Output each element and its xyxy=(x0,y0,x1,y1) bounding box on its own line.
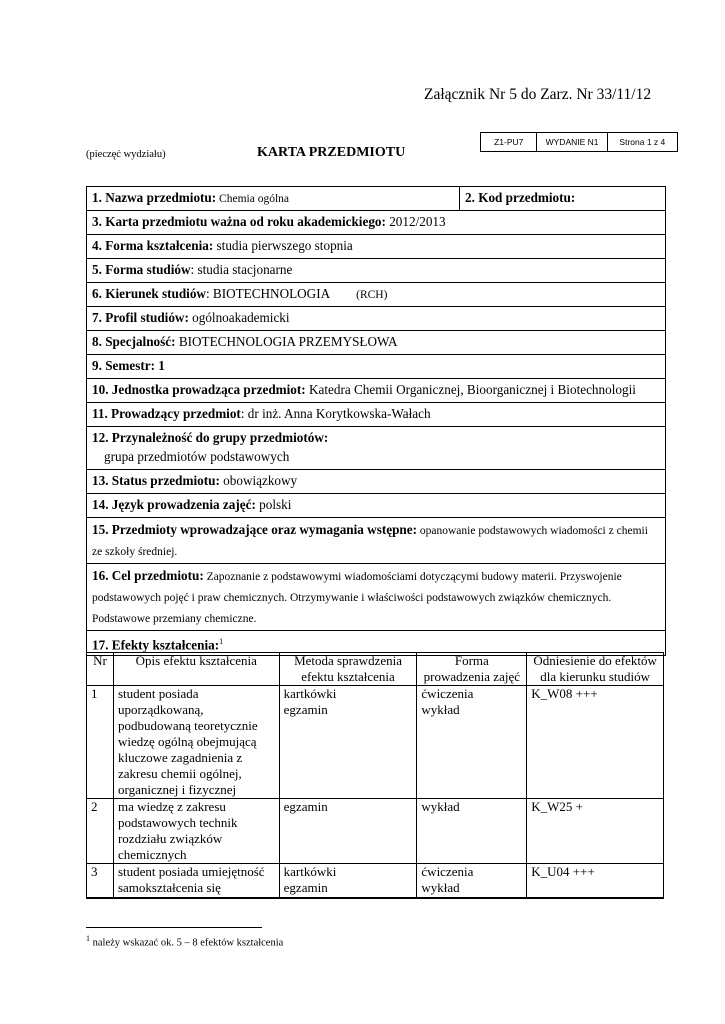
status-label: 13. Status przedmiotu: xyxy=(92,473,220,488)
col-header-nr: Nr xyxy=(87,653,114,686)
prerequisites-label: 15. Przedmioty wprowadzające oraz wymagania wstępne: xyxy=(92,522,417,537)
row-reference: K_W08 +++ xyxy=(527,686,664,799)
page-title: KARTA PRZEDMIOTU xyxy=(257,145,406,160)
language-label: 14. Język prowadzenia zajęć: xyxy=(92,497,256,512)
learning-outcomes-label: 17. Efekty kształcenia: xyxy=(92,637,220,653)
row-language xyxy=(87,494,665,518)
row-semester xyxy=(87,355,665,379)
row-valid-year xyxy=(87,211,665,235)
row-status xyxy=(87,470,665,494)
footnote-ref: 1 xyxy=(219,637,224,646)
row-specialty xyxy=(87,331,665,355)
row-profile xyxy=(87,307,665,331)
col-header-description: Opis efektu kształcenia xyxy=(113,653,279,686)
row-form: wykład xyxy=(417,799,527,864)
profile-label: 7. Profil studiów: xyxy=(92,310,189,325)
table-header-row xyxy=(87,653,664,686)
table-row xyxy=(87,864,664,898)
prerequisites-value: opanowanie podstawowych wiadomości z chemii ze szkoły średniej. xyxy=(92,525,648,558)
row-nr: 3 xyxy=(87,864,114,898)
unit-value: Katedra Chemii Organicznej, Bioorganicznej i Biotechnologii xyxy=(305,382,636,397)
col-header-method: Metoda sprawdzenia efektu kształcenia xyxy=(279,653,417,686)
course-goal-label: 16. Cel przedmiotu: xyxy=(92,568,204,583)
doc-edition: WYDANIE N1 xyxy=(537,133,607,151)
row-study-form xyxy=(87,259,665,283)
status-value: obowiązkowy xyxy=(219,473,298,488)
study-form-label: 5. Forma studiów xyxy=(92,262,191,277)
row-description: student posiada umiejętność samokształcenia się xyxy=(113,864,279,898)
row-method xyxy=(279,686,417,799)
col-header-reference: Odniesienie do efektów dla kierunku studiów xyxy=(527,653,664,686)
table-row xyxy=(87,799,664,864)
specialty-label: 8. Specjalność: xyxy=(92,334,176,349)
semester-label: 9. Semestr: 1 xyxy=(92,358,165,373)
lecturer-value: : dr inż. Anna Korytkowska-Wałach xyxy=(240,406,431,421)
learning-outcomes-table xyxy=(86,652,664,899)
specialty-value: BIOTECHNOLOGIA PRZEMYSŁOWA xyxy=(175,334,398,349)
row-method-text: kartkówki egzamin xyxy=(283,864,343,895)
doc-code: Z1-PU7 xyxy=(481,133,537,151)
row-description: ma wiedzę z zakresu podstawowych technik rozdziału związków chemicznych xyxy=(113,799,279,864)
row-course-goal xyxy=(87,564,665,631)
col-header-form: Forma prowadzenia zajęć xyxy=(417,653,527,686)
valid-year-value: 2012/2013 xyxy=(385,214,446,229)
course-name-label: 1. Nazwa przedmiotu: xyxy=(92,190,217,205)
course-goal-value: Zapoznanie z podstawowymi wiadomościami dotyczącymi budowy materii. Przyswojenie podstawowych pojęć i praw chemicznych. Otrzymywanie i właściwości podstawowych związków chemicznych. Podstawowe przemiany chemiczne. xyxy=(92,571,622,625)
row-course-name xyxy=(87,187,665,211)
document-code-box xyxy=(480,132,678,152)
row-form-text: ćwiczenia wykład xyxy=(421,864,474,895)
course-group-label: 12. Przynależność do grupy przedmiotów: xyxy=(92,430,329,445)
profile-value: ogólnoakademicki xyxy=(188,310,290,325)
row-form xyxy=(417,864,527,898)
field-of-study-code: (RCH) xyxy=(356,289,388,301)
education-form-label: 4. Forma kształcenia: xyxy=(92,238,214,253)
row-lecturer xyxy=(87,403,665,427)
footnote xyxy=(86,934,283,949)
row-method: egzamin xyxy=(279,799,417,864)
row-method-text: kartkówki egzamin xyxy=(283,686,337,717)
row-form-text: ćwiczenia wykład xyxy=(421,686,474,717)
row-prerequisites xyxy=(87,518,665,564)
doc-page: Strona 1 z 4 xyxy=(619,137,666,147)
row-field-of-study xyxy=(87,283,665,307)
row-form xyxy=(417,686,527,799)
footnote-divider xyxy=(86,927,262,928)
footnote-text: należy wskazać ok. 5 – 8 efektów kształcenia xyxy=(90,937,284,949)
table-row xyxy=(87,686,664,799)
row-method xyxy=(279,864,417,898)
field-of-study-label: 6. Kierunek studiów xyxy=(92,286,206,301)
row-education-form xyxy=(87,235,665,259)
row-description: student posiada uporządkowaną, podbudowaną teoretycznie wiedzę ogólną obejmującą kluczowe zagadnienia z zakresu chemii ogólnej, organicznej i fizycznej xyxy=(113,686,279,799)
valid-year-label: 3. Karta przedmiotu ważna od roku akademickiego: xyxy=(92,214,386,229)
course-group-value: grupa przedmiotów podstawowych xyxy=(104,448,290,464)
footnote-number: 1 xyxy=(86,934,90,943)
row-reference: K_W25 + xyxy=(527,799,664,864)
row-nr: 1 xyxy=(87,686,114,799)
row-course-group xyxy=(87,427,665,470)
lecturer-label: 11. Prowadzący przedmiot xyxy=(92,406,241,421)
language-value: polski xyxy=(255,497,292,512)
zalacznik-header: Załącznik Nr 5 do Zarz. Nr 33/11/12 xyxy=(424,86,652,103)
row-unit xyxy=(87,379,665,403)
unit-label: 10. Jednostka prowadząca przedmiot: xyxy=(92,382,306,397)
course-code-label: 2. Kod przedmiotu: xyxy=(465,190,576,205)
study-form-value: : studia stacjonarne xyxy=(190,262,293,277)
row-reference: K_U04 +++ xyxy=(527,864,664,898)
course-card-table xyxy=(86,186,666,656)
education-form-value: studia pierwszego stopnia xyxy=(213,238,353,253)
course-name-value: Chemia ogólna xyxy=(216,193,289,205)
field-of-study-value: : BIOTECHNOLOGIA xyxy=(205,286,331,301)
row-nr: 2 xyxy=(87,799,114,864)
faculty-stamp-label: (pieczęć wydziału) xyxy=(86,149,166,160)
